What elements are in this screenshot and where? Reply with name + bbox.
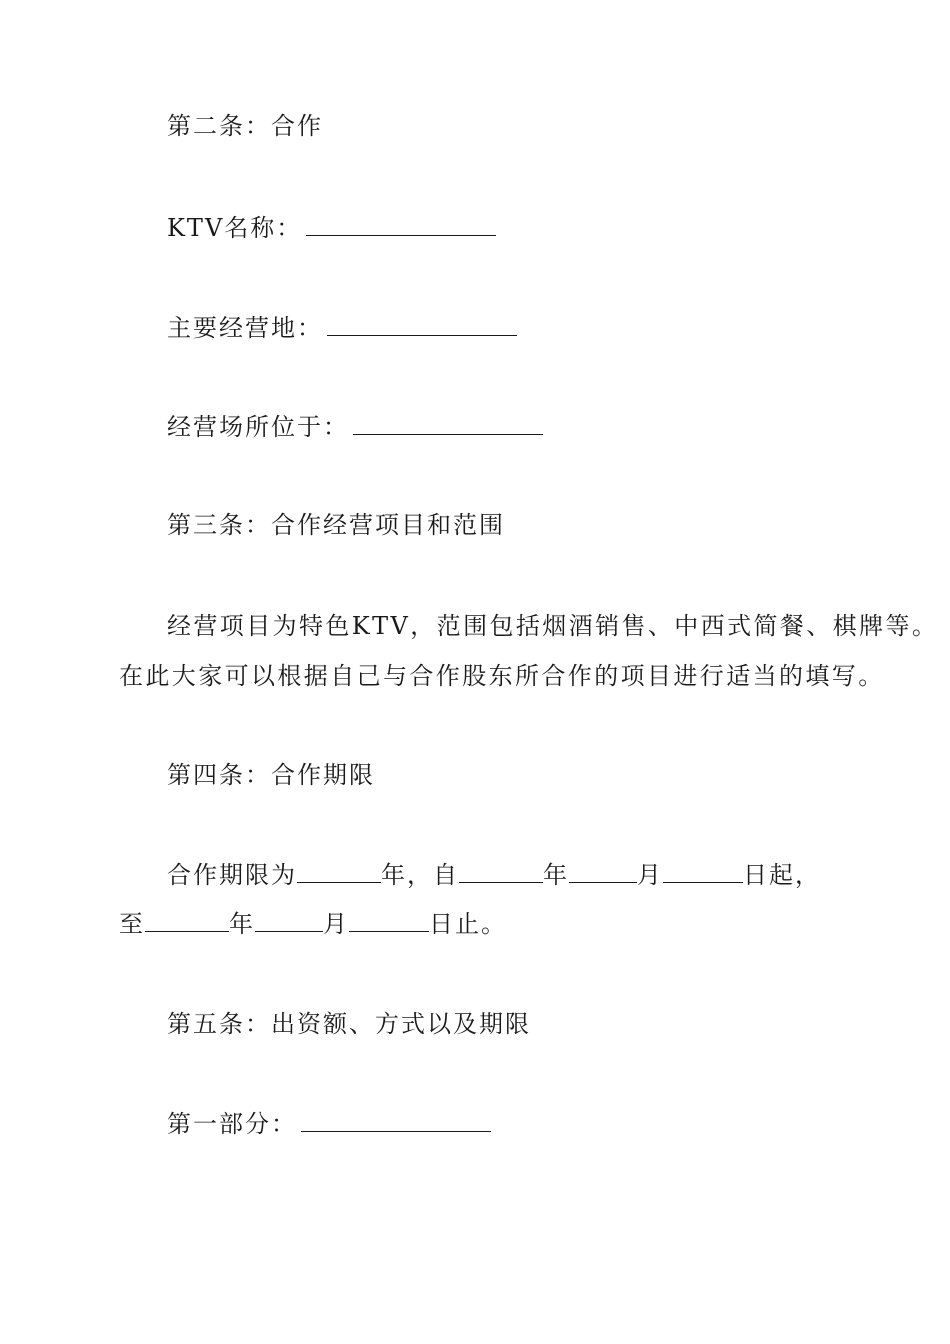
term-years-blank[interactable]	[297, 862, 381, 883]
article2-heading: 第二条：合作	[167, 112, 323, 140]
start-year-blank[interactable]	[459, 862, 543, 883]
ktv-name-label: KTV名称：	[167, 214, 303, 242]
month-text: 月	[637, 861, 663, 889]
term-line2	[119, 909, 507, 939]
article3-paragraph-line1: 经营项目为特色KTV，范围包括烟酒销售、中西式简餐、棋牌等。	[167, 612, 939, 640]
article3-heading: 第三条：合作经营项目和范围	[167, 511, 505, 539]
ktv-name-field	[167, 213, 496, 243]
end-month-text: 月	[323, 910, 349, 938]
year-text: 年	[543, 861, 569, 889]
premises-label: 经营场所位于：	[167, 413, 349, 441]
ktv-name-blank[interactable]	[306, 215, 496, 236]
main-location-field	[167, 313, 517, 343]
end-year-blank[interactable]	[145, 911, 229, 932]
end-year-text: 年	[229, 910, 255, 938]
main-location-blank[interactable]	[327, 315, 517, 336]
end-month-blank[interactable]	[255, 911, 323, 932]
start-day-blank[interactable]	[663, 862, 743, 883]
premises-blank[interactable]	[353, 414, 543, 435]
start-month-blank[interactable]	[569, 862, 637, 883]
day-start-text: 日起，	[743, 861, 821, 889]
end-day-blank[interactable]	[349, 911, 429, 932]
year-from-text: 年，自	[381, 861, 459, 889]
day-end-text: 日止。	[429, 910, 507, 938]
term-line1	[167, 860, 821, 890]
main-location-label: 主要经营地：	[167, 314, 323, 342]
part1-blank[interactable]	[301, 1111, 491, 1132]
article3-paragraph-line2: 在此大家可以根据自己与合作股东所合作的项目进行适当的填写。	[119, 662, 885, 690]
term-prefix: 合作期限为	[167, 861, 297, 889]
part1-label: 第一部分：	[167, 1110, 297, 1138]
article5-heading: 第五条：出资额、方式以及期限	[167, 1010, 531, 1038]
article4-heading: 第四条：合作期限	[167, 761, 375, 789]
to-text: 至	[119, 910, 145, 938]
part1-field	[167, 1109, 491, 1139]
premises-field	[167, 412, 543, 442]
